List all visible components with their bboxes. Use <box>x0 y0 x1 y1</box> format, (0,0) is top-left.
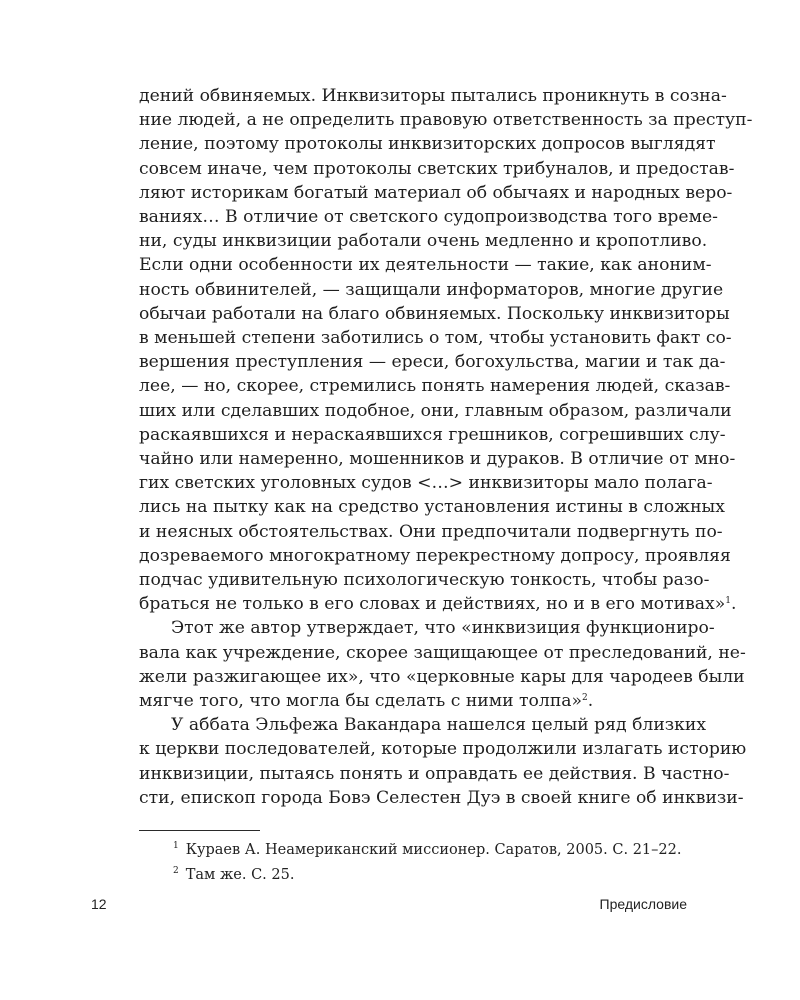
line-text: браться не только в его словах и действиях, но и в его мотивах» <box>139 594 726 615</box>
text-line: ших или сделавших подобное, они, главным образом, различали <box>139 400 732 421</box>
text-line: раскаявшихся и нераскаявшихся грешников, согрешивших слу- <box>139 424 726 445</box>
text-line: в меньшей степени заботились о том, чтобы установить факт со- <box>139 328 732 349</box>
footnote-text: Кураев А. Неамериканский миссионер. Саратов, 2005. С. 21–22. <box>185 842 682 858</box>
text-line: дозреваемого многократному перекрестному допросу, проявляя <box>139 545 731 566</box>
section-title: Предисловие <box>599 896 687 912</box>
page-number: 12 <box>91 896 107 912</box>
text-line: вершения преступления — ереси, богохульства, магии и так да- <box>139 352 726 373</box>
text-line: Этот же автор утверждает, что «инквизиция функциониро- <box>171 618 715 639</box>
footnote-ref[interactable]: 2 <box>582 693 588 704</box>
text-line: ление, поэтому протоколы инквизиторских допросов выглядят <box>139 134 716 155</box>
footnote-number: 1 <box>173 841 179 851</box>
text-line: вала как учреждение, скорее защищающее от преследований, не- <box>139 642 746 663</box>
footnote <box>173 863 693 888</box>
text-line: У аббата Эльфежа Вакандара нашелся целый ряд близких <box>171 715 707 736</box>
text-line: совсем иначе, чем протоколы светских трибуналов, и предостав- <box>139 158 735 179</box>
text-line: подчас удивительную психологическую тонкость, чтобы разо- <box>139 570 710 591</box>
text-line: сти, епископ города Бовэ Селестен Дуэ в своей книге об инквизи- <box>139 787 744 808</box>
page-footer <box>91 896 687 916</box>
text-line: инквизиции, пытаясь понять и оправдать ее действия. В частно- <box>139 763 730 784</box>
text-line: и неясных обстоятельствах. Они предпочитали подвергнуть по- <box>139 521 723 542</box>
footnote-number: 2 <box>173 866 179 876</box>
text-line: гих светских уголовных судов <…> инквизиторы мало полага- <box>139 473 713 494</box>
text-line: мягче того, что могла бы сделать с ними толпа»$^2$. <box>139 691 594 712</box>
text-line: лись на пытку как на средство установления истины в сложных <box>139 497 725 518</box>
text-line: ляют историкам богатый материал об обычаях и народных веро- <box>139 182 733 203</box>
footnote-ref[interactable]: 1 <box>725 596 731 607</box>
text-line: дений обвиняемых. Инквизиторы пытались проникнуть в созна- <box>139 86 727 106</box>
footnote-separator <box>139 830 260 831</box>
text-line: обычаи работали на благо обвиняемых. Поскольку инквизиторы <box>139 303 730 324</box>
footnote <box>173 838 693 863</box>
footnote-text: Там же. С. 25. <box>185 867 295 883</box>
main-text <box>139 84 753 810</box>
text-line: к церкви последователей, которые продолжили излагать историю <box>139 739 747 760</box>
text-line: ни, суды инквизиции работали очень медленно и кропотливо. <box>139 231 708 252</box>
text-line: ность обвинителей, — защищали информаторов, многие другие <box>139 279 724 300</box>
text-line: ваниях… В отличие от светского судопроизводства того време- <box>139 207 718 228</box>
text-line: лее, — но, скорее, стремились понять намерения людей, сказав- <box>139 376 731 397</box>
text-line: ние людей, а не определить правовую ответственность за преступ- <box>139 110 753 131</box>
footnotes <box>173 838 693 888</box>
text-line: чайно или намеренно, мошенников и дураков. В отличие от мно- <box>139 449 736 470</box>
text-line: жели разжигающее их», что «церковные кары для чародеев были <box>139 666 745 687</box>
line-text: мягче того, что могла бы сделать с ними толпа» <box>139 691 583 712</box>
text-line: браться не только в его словах и действиях, но и в его мотивах»$^1$. <box>139 594 737 615</box>
text-line: Если одни особенности их деятельности — такие, как аноним- <box>139 255 712 276</box>
